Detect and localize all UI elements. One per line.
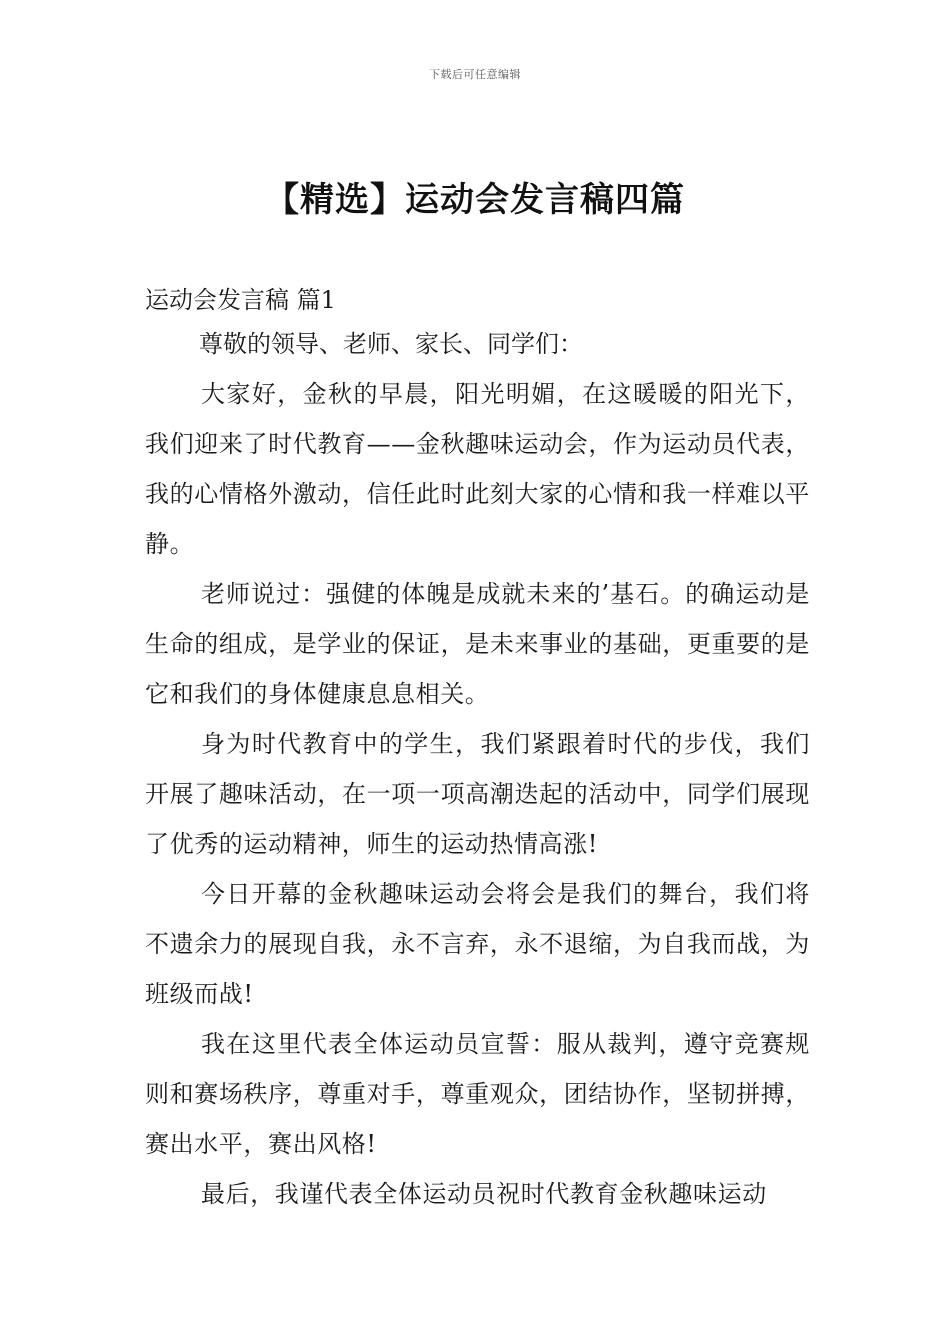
paragraph: 今日开幕的金秋趣味运动会将会是我们的舞台，我们将不遗余力的展现自我，永不言弃，永不退缩，为自我而战，为班级而战! <box>145 880 810 1008</box>
document-body <box>145 282 810 1219</box>
paragraph: 我在这里代表全体运动员宣誓：服从裁判，遵守竞赛规则和赛场秩序，尊重对手，尊重观众，团结协作，坚韧拼搏，赛出水平，赛出风格! <box>145 1030 810 1158</box>
greeting-line: 尊敬的领导、老师、家长、同学们： <box>199 330 583 358</box>
section-heading: 运动会发言稿 篇1 <box>145 286 336 314</box>
paragraph: 大家好，金秋的早晨，阳光明媚，在这暖暖的阳光下，我们迎来了时代教育——金秋趣味运动会，作为运动员代表，我的心情格外激动，信任此时此刻大家的心情和我一样难以平静。 <box>145 380 810 558</box>
document-title: 【精选】运动会发言稿四篇 <box>265 180 685 220</box>
paragraph: 老师说过：强健的体魄是成就未来的’基石。的确运动是生命的组成，是学业的保证，是未来事业的基础，更重要的是它和我们的身体健康息息相关。 <box>145 580 810 708</box>
paragraph: 身为时代教育中的学生，我们紧跟着时代的步伐，我们开展了趣味活动，在一项一项高潮迭起的活动中，同学们展现了优秀的运动精神，师生的运动热情高涨! <box>145 730 810 858</box>
header-note: 下载后可任意编辑 <box>429 68 521 81</box>
paragraph: 最后，我谨代表全体运动员祝时代教育金秋趣味运动 <box>201 1180 767 1208</box>
